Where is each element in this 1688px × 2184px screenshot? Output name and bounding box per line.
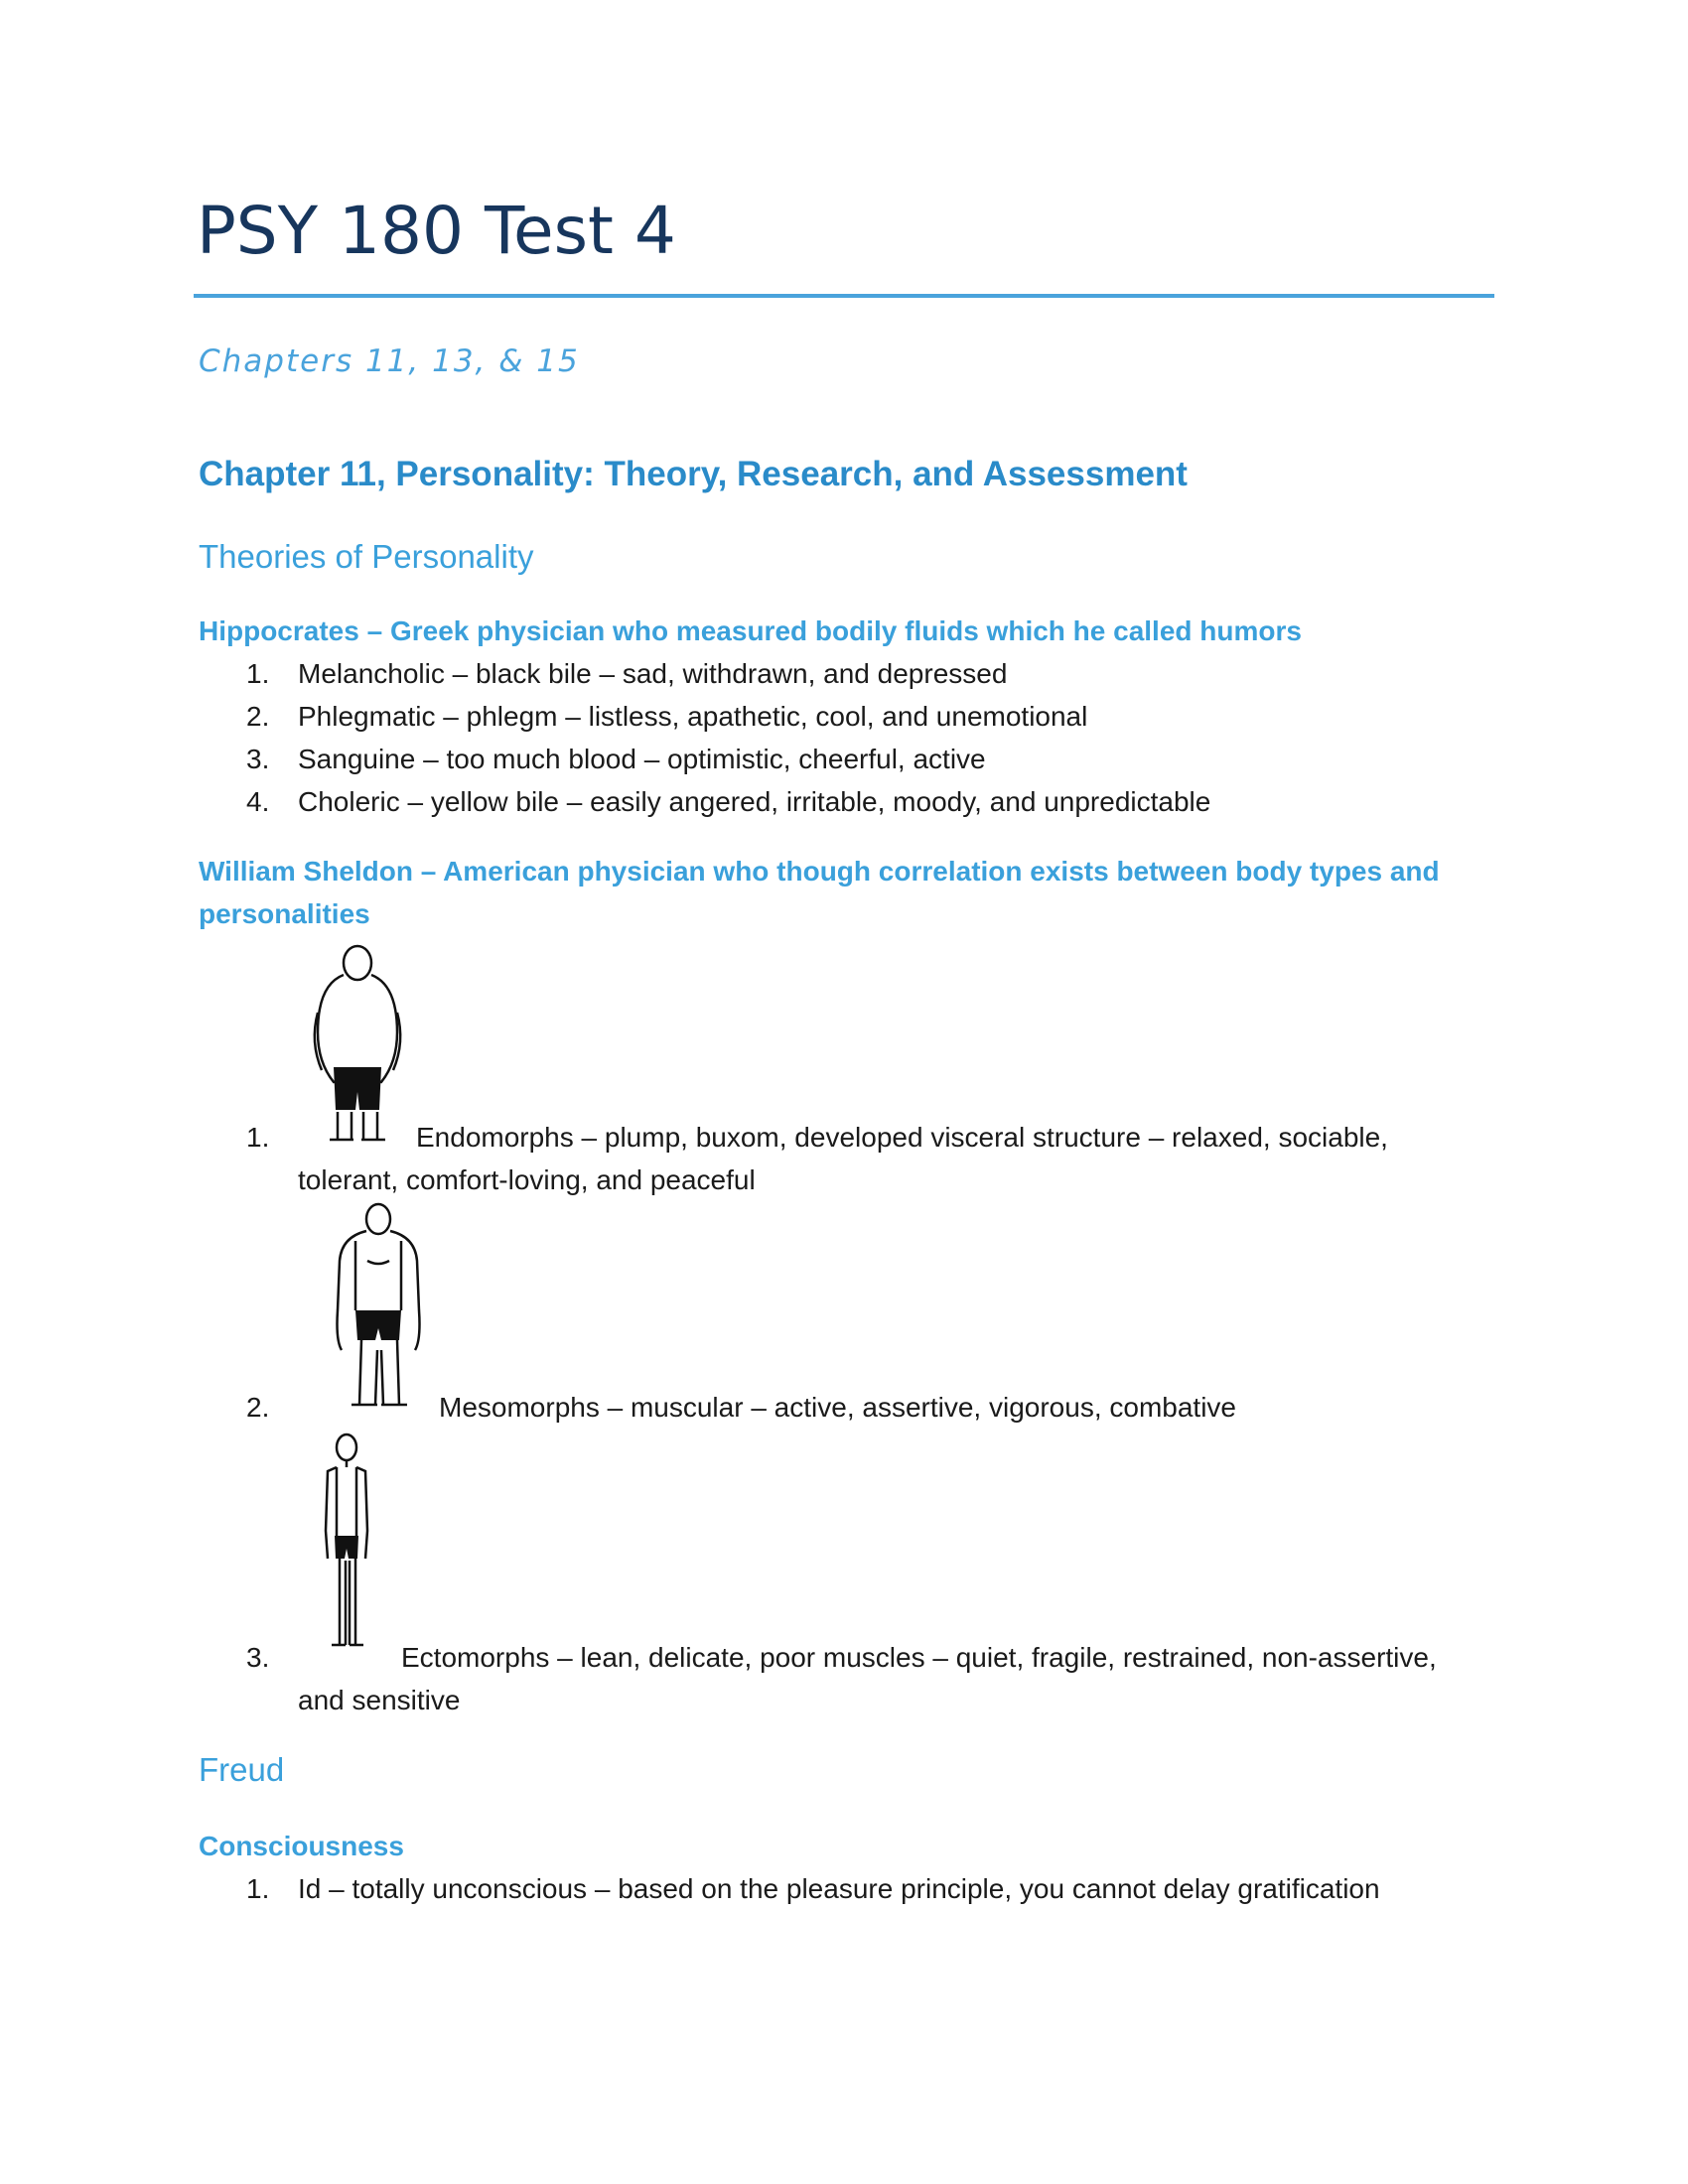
list-number: 3. bbox=[246, 744, 270, 774]
list-text: Choleric – yellow bile – easily angered, irritable, moody, and unpredictable bbox=[298, 786, 1211, 817]
section-heading-freud: Freud bbox=[199, 1751, 285, 1788]
list-text: and sensitive bbox=[298, 1685, 461, 1715]
subsection-heading-sheldon-line1: William Sheldon – American physician who though correlation exists between body types and bbox=[199, 856, 1440, 887]
subsection-heading-sheldon-line2: personalities bbox=[199, 898, 370, 929]
list-text: Melancholic – black bile – sad, withdrawn, and depressed bbox=[298, 658, 1008, 689]
mesomorph-figure bbox=[328, 1201, 429, 1410]
section-heading-theories: Theories of Personality bbox=[199, 538, 534, 575]
endomorph-figure bbox=[308, 943, 407, 1144]
list-number: 3. bbox=[246, 1642, 270, 1673]
list-number: 1. bbox=[246, 658, 270, 689]
list-number: 4. bbox=[246, 786, 270, 817]
list-text: Mesomorphs – muscular – active, assertive, vigorous, combative bbox=[439, 1392, 1236, 1423]
list-text: Endomorphs – plump, buxom, developed visceral structure – relaxed, sociable, bbox=[416, 1122, 1388, 1153]
list-text: Ectomorphs – lean, delicate, poor muscles – quiet, fragile, restrained, non-assertive, bbox=[401, 1642, 1437, 1673]
list-text: Id – totally unconscious – based on the pleasure principle, you cannot delay gratification bbox=[298, 1873, 1380, 1904]
subsection-heading-hippocrates: Hippocrates – Greek physician who measured bodily fluids which he called humors bbox=[199, 615, 1302, 646]
document-title: PSY 180 Test 4 bbox=[197, 193, 676, 269]
list-number: 1. bbox=[246, 1122, 270, 1153]
list-text: tolerant, comfort-loving, and peaceful bbox=[298, 1164, 756, 1195]
list-text: Phlegmatic – phlegm – listless, apathetic, cool, and unemotional bbox=[298, 701, 1088, 732]
document-subtitle: Chapters 11, 13, & 15 bbox=[199, 343, 580, 379]
subsection-heading-consciousness: Consciousness bbox=[199, 1831, 404, 1861]
title-underline bbox=[194, 294, 1494, 298]
list-number: 2. bbox=[246, 1392, 270, 1423]
list-number: 1. bbox=[246, 1873, 270, 1904]
ectomorph-figure bbox=[316, 1432, 377, 1650]
list-text: Sanguine – too much blood – optimistic, cheerful, active bbox=[298, 744, 986, 774]
list-number: 2. bbox=[246, 701, 270, 732]
chapter-heading: Chapter 11, Personality: Theory, Research, and Assessment bbox=[199, 455, 1188, 493]
